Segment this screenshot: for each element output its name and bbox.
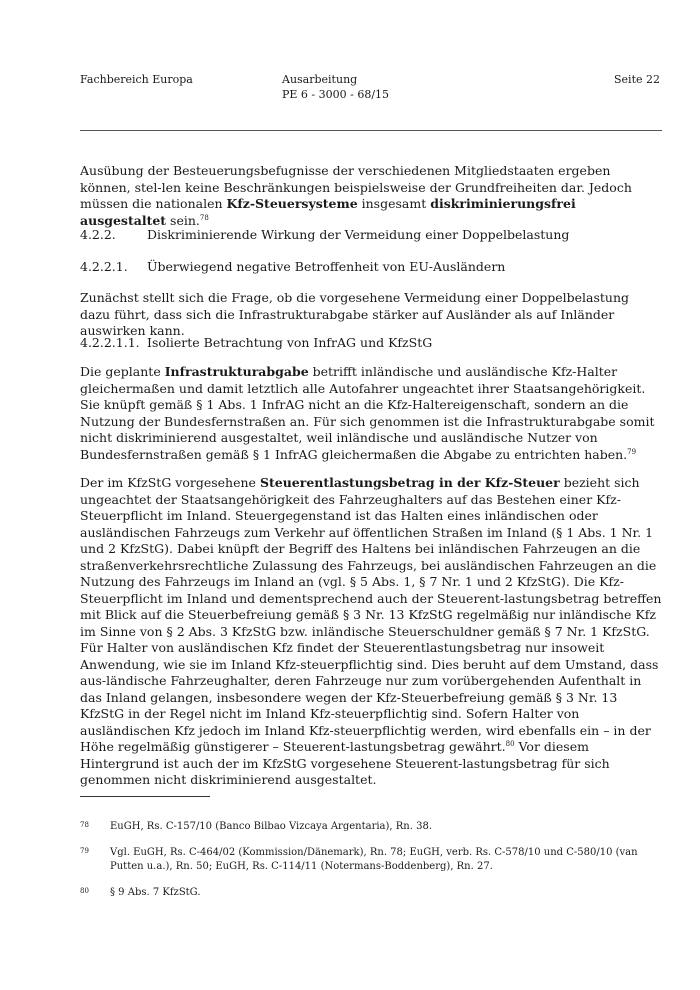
section-heading-4-2-2 — [80, 227, 570, 243]
para3-bold-a: Infrastrukturabgabe — [164, 364, 309, 379]
para4-text-b: bezieht sich ungeachtet der Staatsangehörigkeit des Fahrzeughalters auf das Bestehen einer Kfz-Steuerpflicht im Inland. Steuergegenstand ist das Halten eines inländischen oder ausländischen Fahrzeugs zum Verkehr auf öffentlichen Straßen im Inland (§ 1 Abs. 1 Nr. 1 und 2 KfzStG). Dabei knüpft der Begriff des Haltens bei inländischen Fahrzeugen an die straßenverkehrsrechtliche Zulassung des Fahrzeugs, bei ausländischen Fahrzeugen an die Nutzung des Fahrzeugs im Inland an (vgl. § 5 Abs. 1, § 7 Nr. 1 und 2 KfzStG). Die Kfz-Steuerpflicht im Inland und dementsprechend auch der Steuerent-lastungsbetrag betreffen mit Blick auf die Steuerbefreiung gemäß § 3 Nr. 13 KfzStG regelmäßig nur inländische Kfz im Sinne von § 2 Abs. 3 KfzStG bzw. inländische Steuerschuldner gemäß § 7 Nr. 1 KfzStG. Für Halter von ausländischen Kfz findet der Steuerentlastungsbetrag nur insoweit Anwendung, wie sie im Inland Kfz-steuerpflichtig sind. Dies beruht auf dem Umstand, dass aus-ländische Fahrzeughalter, deren Fahrzeuge nur zum vorübergehenden Aufenthalt in das Inland gelangen, insbesondere wegen der Kfz-Steuerbefreiung gemäß § 3 Nr. 13 KfzStG in der Regel nicht im Inland Kfz-steuerpflichtig sind. Sofern Halter von ausländischen Kfz jedoch im Inland Kfz-steuerpflichtig werden, wird ebenfalls ein – in der Höhe regelmäßig günstigerer – Steuerent-lastungsbetrag gewährt. — [80, 475, 662, 754]
header-doc-type: Ausarbeitung — [282, 73, 358, 86]
para4-text-c: Vor diesem Hintergrund ist auch der im KfzStG vorgesehene Steuerent-lastungsbetrag für sich genommen nicht diskriminierend ausgestaltet. — [80, 739, 610, 787]
para1-bold-a: Kfz-Steuersysteme — [226, 196, 358, 211]
footnote-text: § 9 Abs. 7 KfzStG. — [110, 887, 201, 898]
heading-number: 4.2.2.1. — [80, 259, 128, 274]
para4-text-a: Der im KfzStG vorgesehene — [80, 475, 260, 490]
paragraph-3 — [80, 364, 662, 463]
para1-bold-b: diskriminierungsfrei ausgestaltet — [80, 196, 576, 228]
heading-text: Isolierte Betrachtung von InfrAG und KfzStG — [147, 335, 433, 350]
heading-text: Diskriminierende Wirkung der Vermeidung einer Doppelbelastung — [147, 227, 570, 242]
para1-text-c: sein. — [166, 212, 200, 228]
footnote-number: 79 — [80, 847, 89, 855]
heading-number: 4.2.2.1.1. — [80, 335, 140, 350]
footnote-ref-78: 78 — [199, 213, 209, 222]
footnote-divider — [80, 796, 210, 797]
heading-text: Überwiegend negative Betroffenheit von EU-Ausländern — [147, 259, 506, 274]
footnote-number: 80 — [80, 887, 89, 895]
header-department: Fachbereich Europa — [80, 73, 193, 86]
para3-text-a: Die geplante — [80, 364, 165, 379]
section-heading-4-2-2-1-1 — [80, 335, 433, 351]
footnote-text: Vgl. EuGH, Rs. C-464/02 (Kommission/Dänemark), Rn. 78; EuGH, verb. Rs. C-578/10 und C-580/10 (van Putten u.a.), Rn. 50; EuGH, Rs. C-114/11 (Notermans-Boddenberg), Rn. 27. — [110, 847, 638, 872]
footnote-ref-80: 80 — [505, 740, 515, 748]
paragraph-2: Zunächst stellt sich die Frage, ob die vorgesehene Vermeidung einer Doppelbelastung dazu führt, dass sich die Infrastrukturabgabe stärker auf Ausländer als auf Inländer auswirken kann. — [80, 290, 630, 338]
paragraph-4 — [80, 475, 662, 789]
header-page-number: Seite 22 — [614, 73, 660, 86]
para1-text-b: insgesamt — [357, 196, 431, 211]
footnote-number: 78 — [80, 821, 89, 829]
section-heading-4-2-2-1 — [80, 259, 506, 275]
paragraph-1 — [80, 163, 662, 229]
footnote-ref-79: 79 — [627, 447, 637, 456]
header-document-info — [282, 72, 389, 102]
footnote-text: EuGH, Rs. C-157/10 (Banco Bilbao Vizcaya Argentaria), Rn. 38. — [110, 821, 433, 832]
para3-text-b: betrifft inländische und ausländische Kfz-Halter gleichermaßen und damit letztlich alle Autofahrer ungeachtet ihrer Staatsangehörigkeit. Sie knüpft gemäß § 1 Abs. 1 InfrAG nicht an die Kfz-Haltereigenschaft, sondern an die Nutzung der Bundesfernstraßen an. Für sich genommen ist die Infrastrukturabgabe somit nicht diskriminierend ausgestaltet, weil inländische und ausländische Nutzer von Bundesfernstraßen gemäß § 1 InfrAG gleichermaßen die Abgabe zu entrichten haben. — [80, 364, 655, 462]
para1-text-a: Ausübung der Besteuerungsbefugnisse der verschiedenen Mitgliedstaaten ergeben können, stel-len keine Beschränkungen beispielsweise der Grundfreiheiten dar. Jedoch müssen die nationalen — [80, 163, 632, 211]
heading-number: 4.2.2. — [80, 227, 116, 242]
header-divider — [80, 130, 662, 131]
header-doc-number: PE 6 - 3000 - 68/15 — [282, 88, 390, 101]
para4-bold-a: Steuerentlastungsbetrag in der Kfz-Steuer — [259, 475, 560, 490]
